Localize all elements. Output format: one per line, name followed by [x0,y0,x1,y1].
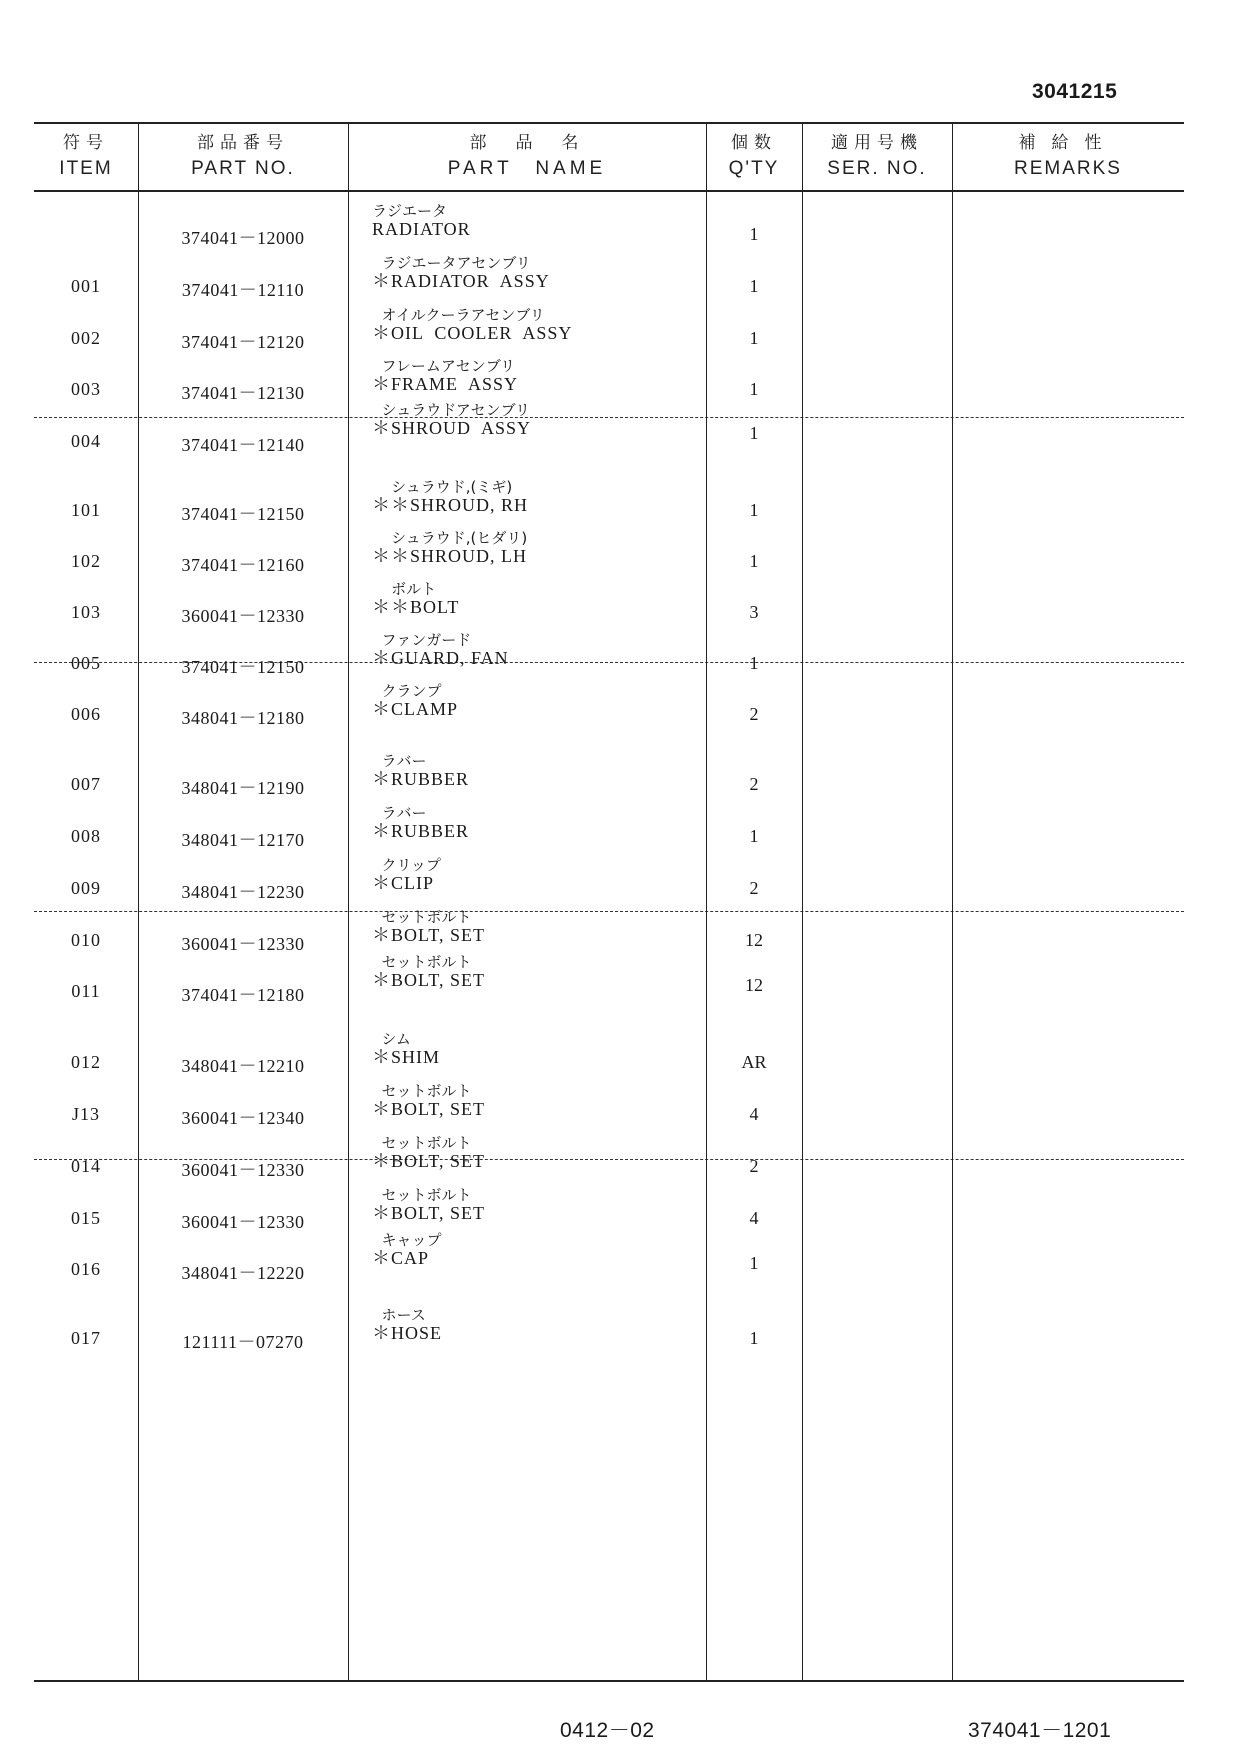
part-name-kana: ラジエータアセンブリ [372,254,531,272]
part-number: 348041－12170 [181,830,305,850]
part-name-en: ＊FRAME ASSY [372,374,519,394]
part-name-en: ＊RADIATOR ASSY [372,271,550,291]
part-number: 374041－12150 [181,657,305,677]
part-name [372,1134,485,1171]
quantity: 1 [749,551,759,571]
header-qty-jp: 個数 [731,133,777,153]
quantity: 1 [749,653,759,673]
quantity: 1 [749,276,759,296]
item-number: 004 [71,431,101,451]
part-number: 121111－07270 [182,1332,304,1352]
part-name [372,202,471,239]
part-name [372,254,550,291]
part-name-en: ＊BOLT, SET [372,1099,486,1119]
item-number: 009 [71,878,101,898]
item-number: 002 [71,328,101,348]
table-row [34,580,1184,632]
header-part-name-jp: 部 品 名 [469,133,585,153]
quantity: 12 [745,975,763,995]
quantity: 1 [749,1328,759,1348]
table-row [34,1231,1184,1289]
part-name-en: ＊SHIM [372,1047,441,1067]
item-number: 005 [71,653,101,673]
quantity: 1 [749,328,759,348]
header-item-jp: 符号 [63,133,109,153]
part-number: 374041－12110 [181,280,305,300]
part-name [372,1231,442,1268]
part-name [372,1030,440,1067]
part-name-kana: キャップ [372,1231,442,1249]
header-item-en: ITEM [59,158,113,179]
part-number: 360041－12330 [181,1212,305,1232]
part-number: 360041－12330 [181,1160,305,1180]
table-row [34,1134,1184,1186]
part-name-en: ＊＊BOLT [372,597,460,617]
parts-table [34,122,1184,1682]
quantity: AR [741,1052,767,1072]
part-name [372,752,469,789]
part-name-kana: クリップ [372,856,441,874]
part-name-en: ＊＊SHROUD, LH [372,546,528,566]
part-name-kana: オイルクーラアセンブリ [372,306,545,324]
part-name [372,804,469,841]
footer-document-number: 374041－1201 [968,1719,1112,1742]
part-name-kana: ラバー [372,804,427,822]
header-ser-no-jp: 適用号機 [831,133,923,153]
part-name-kana: シュラウド,(ヒダリ) [372,529,528,547]
table-row [34,908,1184,960]
part-name [372,401,531,438]
header-ser-no [802,122,952,190]
quantity: 1 [749,1253,759,1273]
part-name-kana: セットボルト [372,1186,472,1204]
part-number: 348041－12180 [181,708,305,728]
part-name-en: ＊CAP [372,1248,430,1268]
part-name [372,1186,485,1223]
quantity: 12 [745,930,763,950]
part-name-en: ＊BOLT, SET [372,925,486,945]
part-number: 374041－12180 [181,985,305,1005]
part-name-kana: シム [372,1030,411,1048]
part-name-kana: ボルト [372,580,437,598]
part-number: 348041－12190 [181,778,305,798]
quantity: 3 [749,602,759,622]
quantity: 1 [749,379,759,399]
page-id: 3041215 [1032,80,1118,103]
part-number: 348041－12220 [181,1263,305,1283]
header-item [34,122,138,190]
quantity: 1 [749,826,759,846]
part-number: 360041－12330 [181,606,305,626]
part-name-kana: フレームアセンブリ [372,357,516,375]
part-name-kana: ファンガード [372,631,472,649]
part-number: 348041－12210 [181,1056,305,1076]
part-name-en: ＊＊SHROUD, RH [372,495,529,515]
part-name-kana: セットボルト [372,908,472,926]
part-name-en: ＊RUBBER [372,821,470,841]
item-number: 006 [71,704,101,724]
quantity: 2 [749,1156,759,1176]
table-row [34,202,1184,254]
header-remarks-jp: 補給性 [1018,133,1118,153]
part-name-en: RADIATOR [372,219,471,239]
item-number: 101 [71,500,101,520]
part-name-en: ＊CLIP [372,873,435,893]
item-number: 015 [71,1208,101,1228]
table-row [34,1082,1184,1134]
part-name-kana: セットボルト [372,1134,472,1152]
quantity: 2 [749,774,759,794]
quantity: 2 [749,878,759,898]
part-number: 374041－12140 [181,435,305,455]
item-number: 016 [71,1259,101,1279]
part-name-kana: シュラウドアセンブリ [372,401,531,419]
part-name-kana: シュラウド,(ミギ) [372,478,513,496]
header-qty [706,122,802,190]
part-name [372,306,572,343]
part-name [372,908,485,945]
item-number: 017 [71,1328,101,1348]
quantity: 1 [749,224,759,244]
part-name-en: ＊BOLT, SET [372,970,486,990]
table-row [34,1306,1184,1358]
part-number: 348041－12230 [181,882,305,902]
part-name [372,478,528,515]
quantity: 4 [749,1208,759,1228]
table-row [34,529,1184,581]
part-name [372,529,527,566]
part-name-en: ＊BOLT, SET [372,1203,486,1223]
part-name-en: ＊BOLT, SET [372,1151,486,1171]
header-ser-no-en: SER. NO. [827,158,927,179]
item-number: 007 [71,774,101,794]
part-name [372,1082,485,1119]
table-row [34,306,1184,358]
header-bottom-rule [34,190,1184,192]
footer-page-number: 0412－02 [560,1719,655,1742]
part-name [372,953,485,990]
part-name [372,357,518,394]
part-name-kana: クランプ [372,682,442,700]
part-name [372,682,458,719]
part-name-en: ＊CLAMP [372,699,459,719]
header-part-name [348,122,706,190]
table-row [34,254,1184,306]
part-name-kana: ラジエータ [372,202,448,220]
item-number: 102 [71,551,101,571]
item-number: 010 [71,930,101,950]
header-part-no [138,122,348,190]
table-row [34,804,1184,856]
part-name-en: ＊OIL COOLER ASSY [372,323,573,343]
header-remarks-en: REMARKS [1014,158,1122,179]
part-number: 374041－12000 [181,228,305,248]
header-remarks [952,122,1184,190]
part-number: 374041－12130 [181,383,305,403]
table-row [34,752,1184,804]
part-name-kana: セットボルト [372,1082,472,1100]
table-row [34,401,1184,461]
item-number: 011 [71,981,101,1001]
table-row [34,631,1184,683]
part-number: 374041－12120 [181,332,305,352]
table-row [34,357,1184,409]
quantity: 1 [749,500,759,520]
part-number: 374041－12160 [181,555,305,575]
item-number: 014 [71,1156,101,1176]
part-name-en: ＊GUARD, FAN [372,648,509,668]
part-name-kana: セットボルト [372,953,472,971]
part-number: 374041－12150 [181,504,305,524]
item-number: 103 [71,602,101,622]
header-part-no-en: PART NO. [191,158,295,179]
table-row [34,478,1184,530]
part-number: 360041－12340 [181,1108,305,1128]
part-name-en: ＊SHROUD ASSY [372,418,532,438]
part-name [372,856,441,893]
part-name-en: ＊HOSE [372,1323,443,1343]
header-part-name-en: PART NAME [447,158,607,179]
item-number: 001 [71,276,101,296]
header-part-no-jp: 部品番号 [197,133,289,153]
table-row [34,856,1184,908]
part-name [372,631,509,668]
header-qty-en: Q'TY [728,158,780,179]
item-number: 012 [71,1052,101,1072]
table-bottom-rule [34,1680,1184,1682]
part-name [372,580,459,617]
item-number: 008 [71,826,101,846]
quantity: 1 [749,423,759,443]
part-name [372,1306,442,1343]
item-number: J13 [71,1104,100,1124]
part-name-kana: ホース [372,1306,426,1324]
part-number: 360041－12330 [181,934,305,954]
part-name-kana: ラバー [372,752,427,770]
table-row [34,1030,1184,1082]
quantity: 4 [749,1104,759,1124]
quantity: 2 [749,704,759,724]
table-row [34,1186,1184,1238]
table-row [34,953,1184,1011]
item-number: 003 [71,379,101,399]
part-name-en: ＊RUBBER [372,769,470,789]
table-row [34,682,1184,734]
